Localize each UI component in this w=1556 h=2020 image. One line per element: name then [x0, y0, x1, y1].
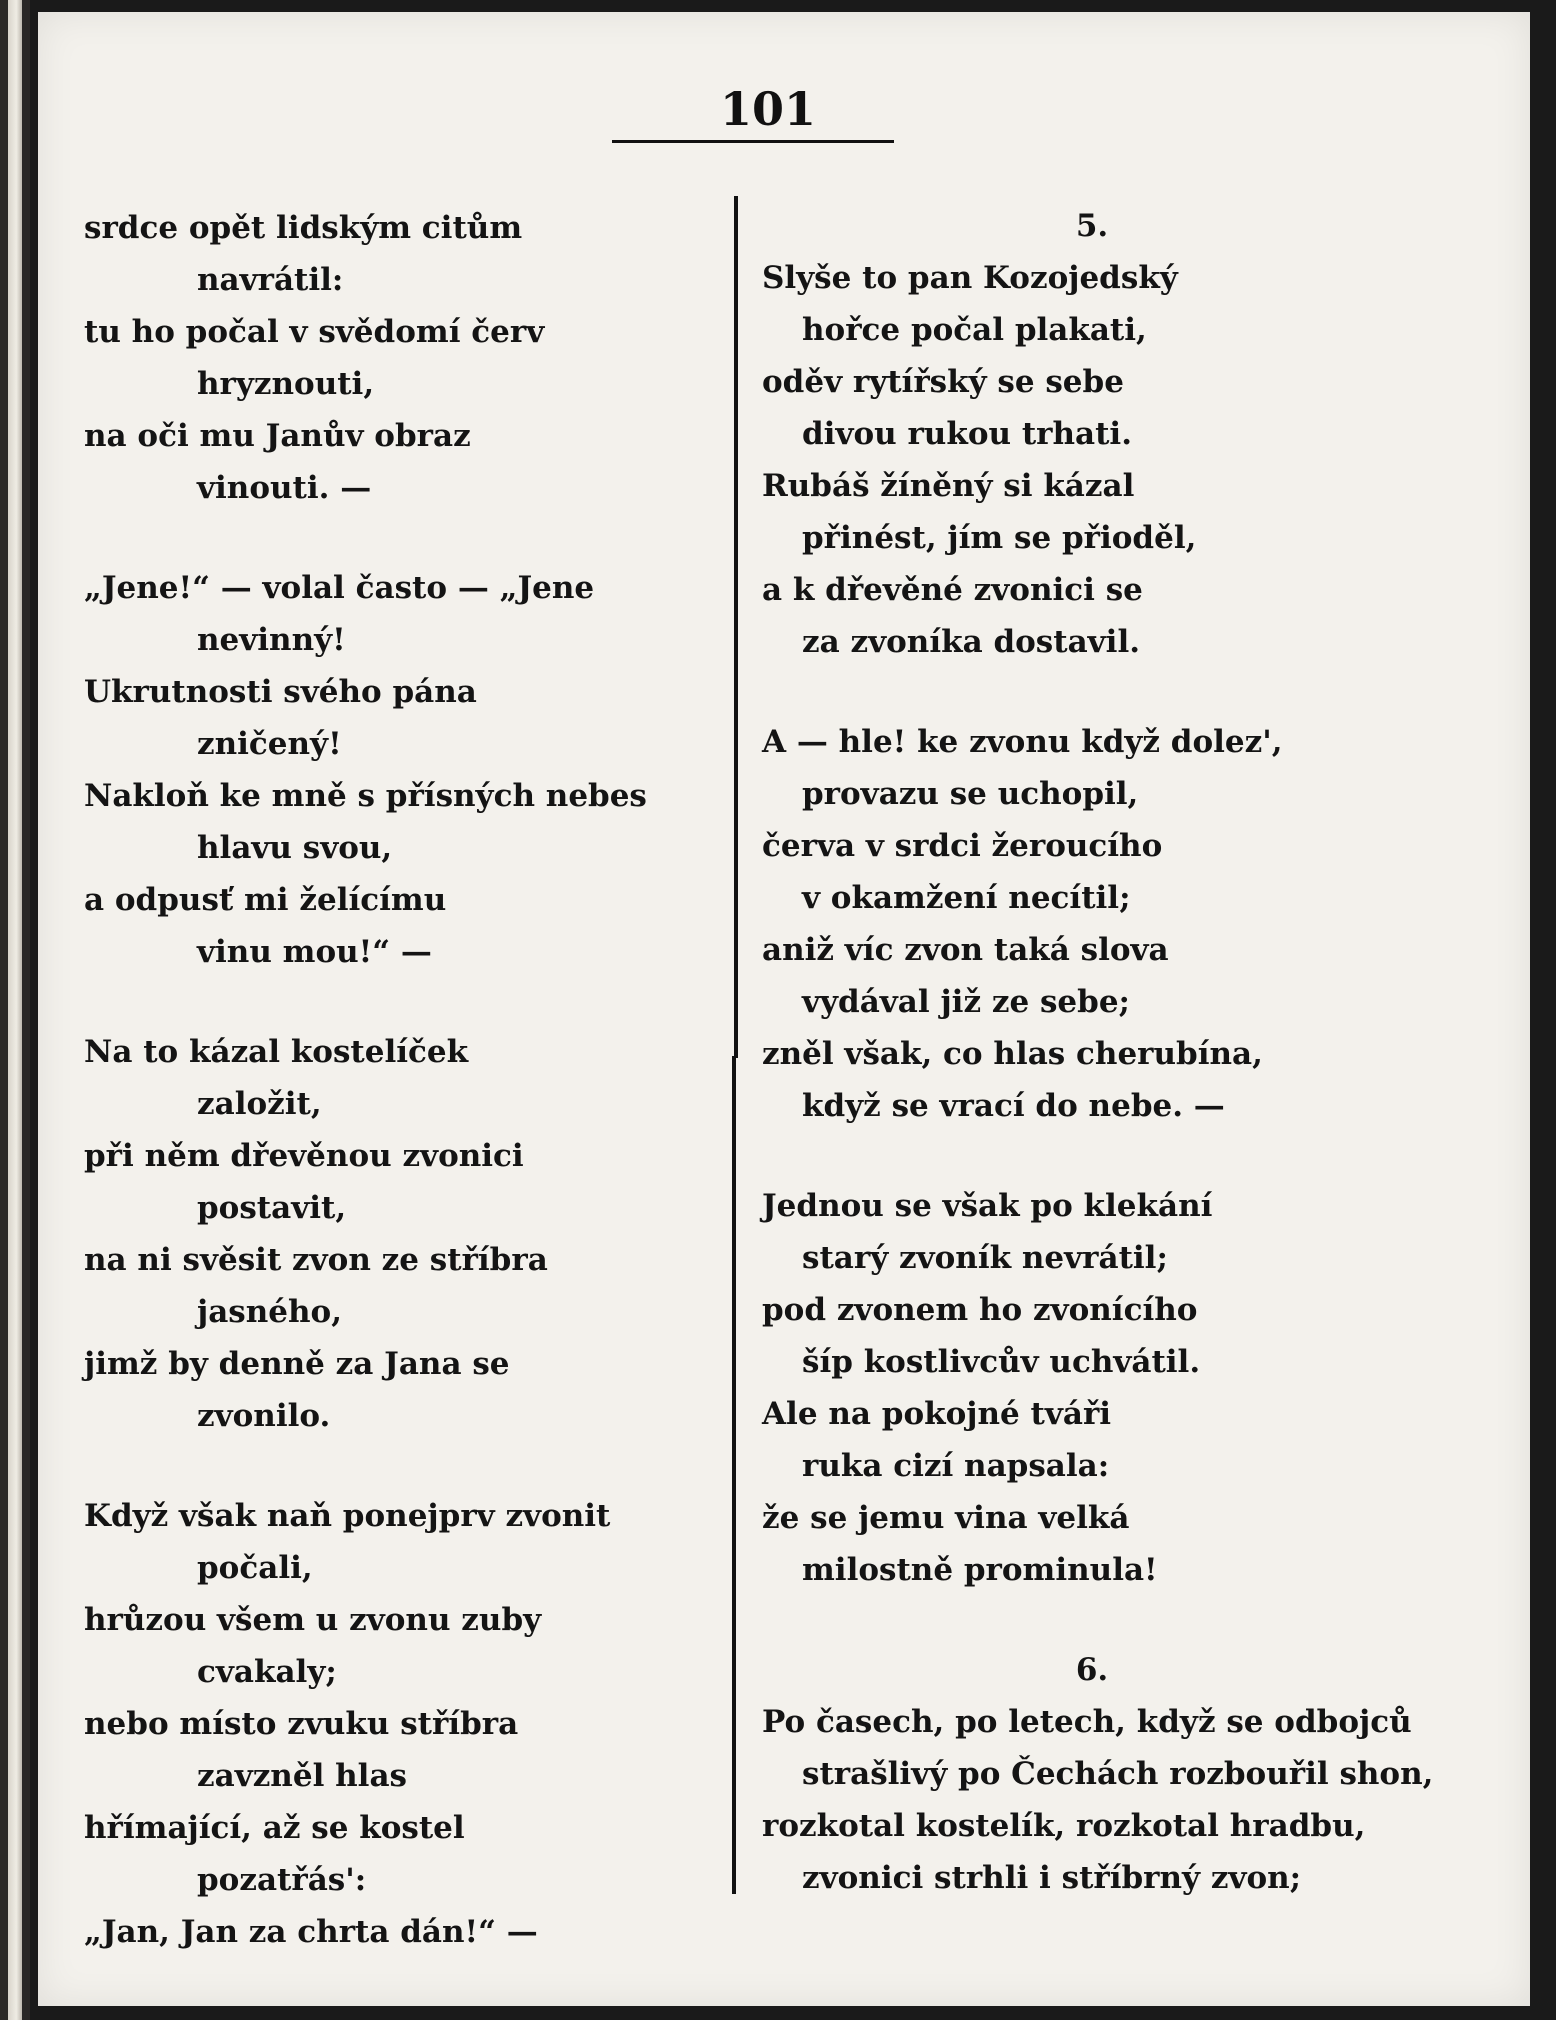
verse-line: a odpusť mi želícímu: [84, 882, 447, 918]
verse-line: přinést, jím se přioděl,: [802, 520, 1197, 556]
verse-line: když se vrací do nebe. —: [802, 1088, 1225, 1124]
verse-line: Slyše to pan Kozojedský: [762, 260, 1178, 296]
right-column: [762, 200, 1482, 1904]
verse-line: šíp kostlivcův uchvátil.: [802, 1344, 1201, 1380]
stanza-gap: [84, 514, 714, 562]
section-number: 6.: [1075, 1652, 1109, 1688]
verse-line: zavzněl hlas: [197, 1758, 407, 1794]
verse-line: Ale na pokojné tváři: [762, 1396, 1112, 1432]
verse-line: srdce opět lidským citům: [84, 210, 523, 246]
verse-line: Jednou se však po klekání: [762, 1188, 1213, 1224]
verse-line: vinouti. —: [197, 470, 372, 506]
verse-line: červa v srdci žeroucího: [762, 828, 1163, 864]
verse-line: postavit,: [197, 1190, 347, 1226]
verse-line: a k dřevěné zvonici se: [762, 572, 1143, 608]
verse-line: zněl však, co hlas cherubína,: [762, 1036, 1263, 1072]
page-number: 101: [719, 82, 817, 136]
verse-line: A — hle! ke zvonu když dolez',: [762, 724, 1283, 760]
verse-line: cvakaly;: [197, 1654, 337, 1690]
stanza-gap: [762, 668, 1482, 716]
column-divider-upper: [734, 196, 738, 1058]
verse-line: Rubáš žíněný si kázal: [762, 468, 1135, 504]
left-column: [84, 202, 714, 1958]
verse-line: při něm dřevěnou zvonici: [84, 1138, 524, 1174]
verse-line: hřímající, až se kostel: [84, 1810, 465, 1846]
adjacent-page-edge: [0, 0, 30, 2020]
verse-line: starý zvoník nevrátil;: [802, 1240, 1168, 1276]
verse-line: založit,: [197, 1086, 322, 1122]
verse-line: ruka cizí napsala:: [802, 1448, 1110, 1484]
verse-line: navrátil:: [197, 262, 344, 298]
verse-line: pozatřás':: [197, 1862, 367, 1898]
verse-line: hryznouti,: [197, 366, 375, 402]
verse-line: tu ho počal v svědomí červ: [84, 314, 545, 350]
verse-line: strašlivý po Čechách rozbouřil shon,: [802, 1756, 1434, 1792]
verse-line: na ni svěsit zvon ze stříbra: [84, 1242, 548, 1278]
verse-line: nebo místo zvuku stříbra: [84, 1706, 519, 1742]
verse-line: aniž víc zvon taká slova: [762, 932, 1169, 968]
verse-line: za zvoníka dostavil.: [802, 624, 1141, 660]
verse-line: vydával již ze sebe;: [802, 984, 1130, 1020]
verse-line: počali,: [197, 1550, 313, 1586]
verse-line: „Jan, Jan za chrta dán!“ —: [84, 1914, 538, 1950]
column-divider-lower: [732, 1056, 736, 1894]
header-rule: [612, 140, 894, 143]
verse-line: hrůzou všem u zvonu zuby: [84, 1602, 542, 1638]
verse-line: vinu mou!“ —: [197, 934, 432, 970]
verse-line: oděv rytířský se sebe: [762, 364, 1124, 400]
verse-line: v okamžení necítil;: [802, 880, 1131, 916]
verse-line: Když však naň ponejprv zvonit: [84, 1498, 611, 1534]
verse-line: pod zvonem ho zvonícího: [762, 1292, 1198, 1328]
verse-line: „Jene!“ — volal často — „Jene: [84, 570, 595, 606]
verse-line: Po časech, po letech, když se odbojců: [762, 1704, 1412, 1740]
verse-line: provazu se uchopil,: [802, 776, 1139, 812]
section-number: 5.: [1075, 208, 1109, 244]
verse-line: hořce počal plakati,: [802, 312, 1147, 348]
verse-line: hlavu svou,: [197, 830, 393, 866]
stanza-gap: [762, 1596, 1482, 1644]
stanza-gap: [84, 978, 714, 1026]
verse-line: že se jemu vina velká: [762, 1500, 1130, 1536]
book-page: [38, 12, 1530, 2006]
verse-line: zvonilo.: [197, 1398, 331, 1434]
verse-line: divou rukou trhati.: [802, 416, 1132, 452]
verse-line: Nakloň ke mně s přísných nebes: [84, 778, 647, 814]
verse-line: Ukrutnosti svého pána: [84, 674, 477, 710]
verse-line: jimž by denně za Jana se: [84, 1346, 510, 1382]
stanza-gap: [84, 1442, 714, 1490]
verse-line: Na to kázal kostelíček: [84, 1034, 469, 1070]
verse-line: nevinný!: [197, 622, 346, 658]
verse-line: milostně prominula!: [802, 1552, 1158, 1588]
verse-line: zničený!: [197, 726, 342, 762]
verse-line: jasného,: [197, 1294, 343, 1330]
stanza-gap: [762, 1132, 1482, 1180]
verse-line: na oči mu Janův obraz: [84, 418, 471, 454]
verse-line: zvonici strhli i stříbrný zvon;: [802, 1860, 1302, 1896]
verse-line: rozkotal kostelík, rozkotal hradbu,: [762, 1808, 1366, 1844]
